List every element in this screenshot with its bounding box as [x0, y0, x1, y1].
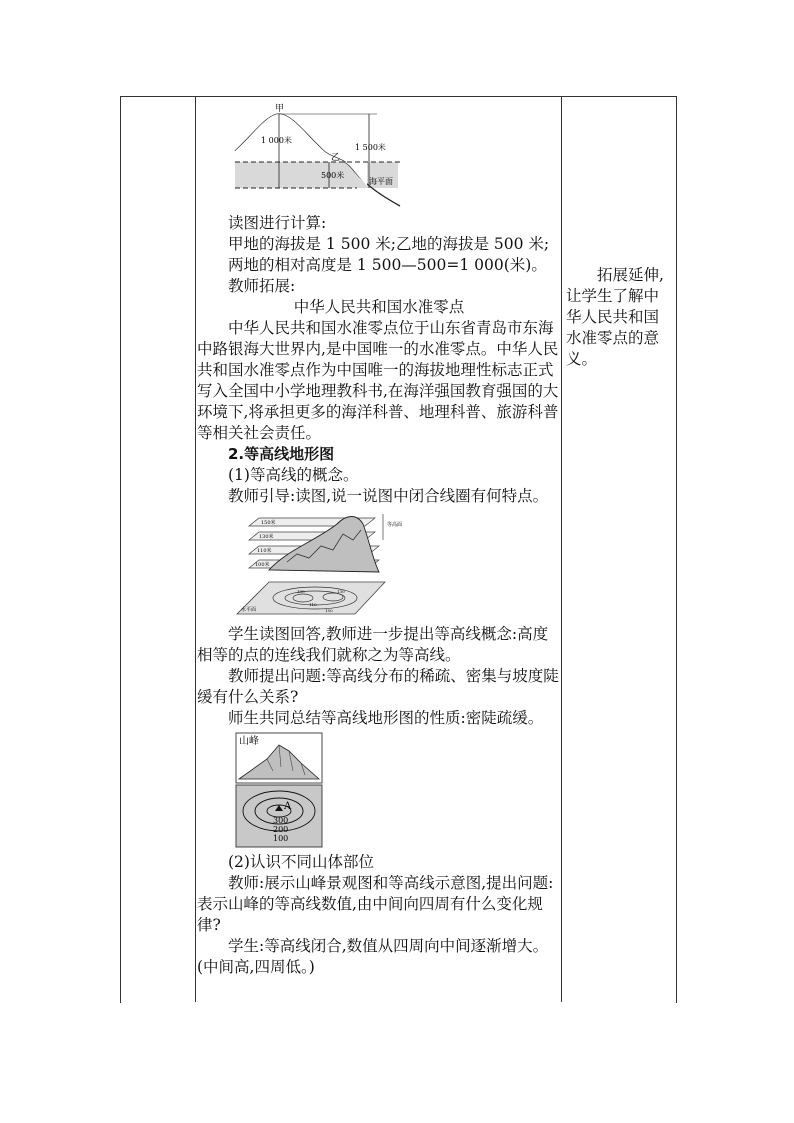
- teacher-guide: 教师引导:读图,说一说图中闭合线圈有何特点。: [228, 487, 549, 505]
- design-intent-note: 拓展延伸,让学生了解中华人民共和国水准零点的意义。: [566, 266, 664, 368]
- horizontal-plane-label: 水平面: [241, 607, 257, 613]
- extension-paragraph: 中华人民共和国水准零点位于山东省青岛市东海中路银海大世界内,是中国唯一的水准零点。中华人民共和国水准零点作为中国唯一的海拔地理性标志正式写入全国中小学地理教科书,在海洋强国教育强国的大环境下,将承担更多的海洋科普、地理科普、旅游科普等相关社会责任。: [197, 319, 559, 442]
- peak-diagram: [197, 731, 561, 849]
- calc-line-1: 甲地的海拔是 1 500 米;乙地的海拔是 500 米;: [228, 235, 550, 253]
- base-value-4: 150: [325, 608, 333, 613]
- student-answer-2: 学生:等高线闭合,数值从四周向中间逐渐增大。(中间高,四周低。): [197, 937, 549, 976]
- student-answer-1: 学生读图回答,教师进一步提出等高线概念:高度相等的点的连线我们就称之为等高线。: [197, 625, 549, 664]
- label-500: 500米: [321, 171, 345, 180]
- teacher-question: 教师提出问题:等高线分布的稀疏、密集与坡度陡缓有什么关系?: [197, 667, 559, 706]
- section-2-heading: 2.等高线地形图: [228, 445, 335, 463]
- peak-title: 山峰: [239, 736, 259, 747]
- extension-heading: 教师拓展:: [228, 277, 296, 295]
- extension-title: 中华人民共和国水准零点: [293, 298, 465, 316]
- base-value-2: 110: [309, 602, 317, 607]
- level-label-1: 150米: [261, 520, 276, 526]
- content-column: [197, 96, 561, 978]
- label-1000: 1 000米: [261, 136, 292, 145]
- calc-line-2: 两地的相对高度是 1 500—500=1 000(米)。: [228, 256, 547, 274]
- contour-value-300: 300: [273, 816, 289, 825]
- contour-value-100: 100: [273, 834, 289, 843]
- elevation-diagram: [197, 96, 561, 211]
- contour-3d-diagram: [197, 510, 561, 620]
- base-value-1: 130: [297, 589, 305, 594]
- subsection-1: (1)等高线的概念。: [228, 466, 359, 484]
- calc-heading: 读图进行计算:: [228, 214, 327, 232]
- column-divider-left: [195, 96, 196, 1002]
- point-b-label: 乙: [331, 153, 341, 163]
- column-divider-right: [561, 96, 562, 1002]
- contour-value-200: 200: [273, 825, 289, 834]
- peak-point-label: A: [284, 801, 292, 812]
- level-label-2: 130米: [259, 534, 274, 540]
- label-1500: 1 500米: [355, 143, 386, 152]
- contour-surface-label: 等高面: [387, 522, 403, 528]
- level-label-4: 100米: [255, 562, 270, 568]
- subsection-2: (2)认识不同山体部位: [228, 853, 374, 871]
- teacher-display: 教师:展示山峰景观图和等高线示意图,提出问题:表示山峰的等高线数值,由中间向四周有什么变化规律?: [197, 874, 554, 934]
- label-sea-level: 海平面: [369, 177, 393, 186]
- point-a-label: 甲: [275, 104, 285, 114]
- summary: 师生共同总结等高线地形图的性质:密陡疏缓。: [228, 709, 544, 727]
- base-value-3: 130: [337, 589, 345, 594]
- level-label-3: 110米: [257, 548, 272, 554]
